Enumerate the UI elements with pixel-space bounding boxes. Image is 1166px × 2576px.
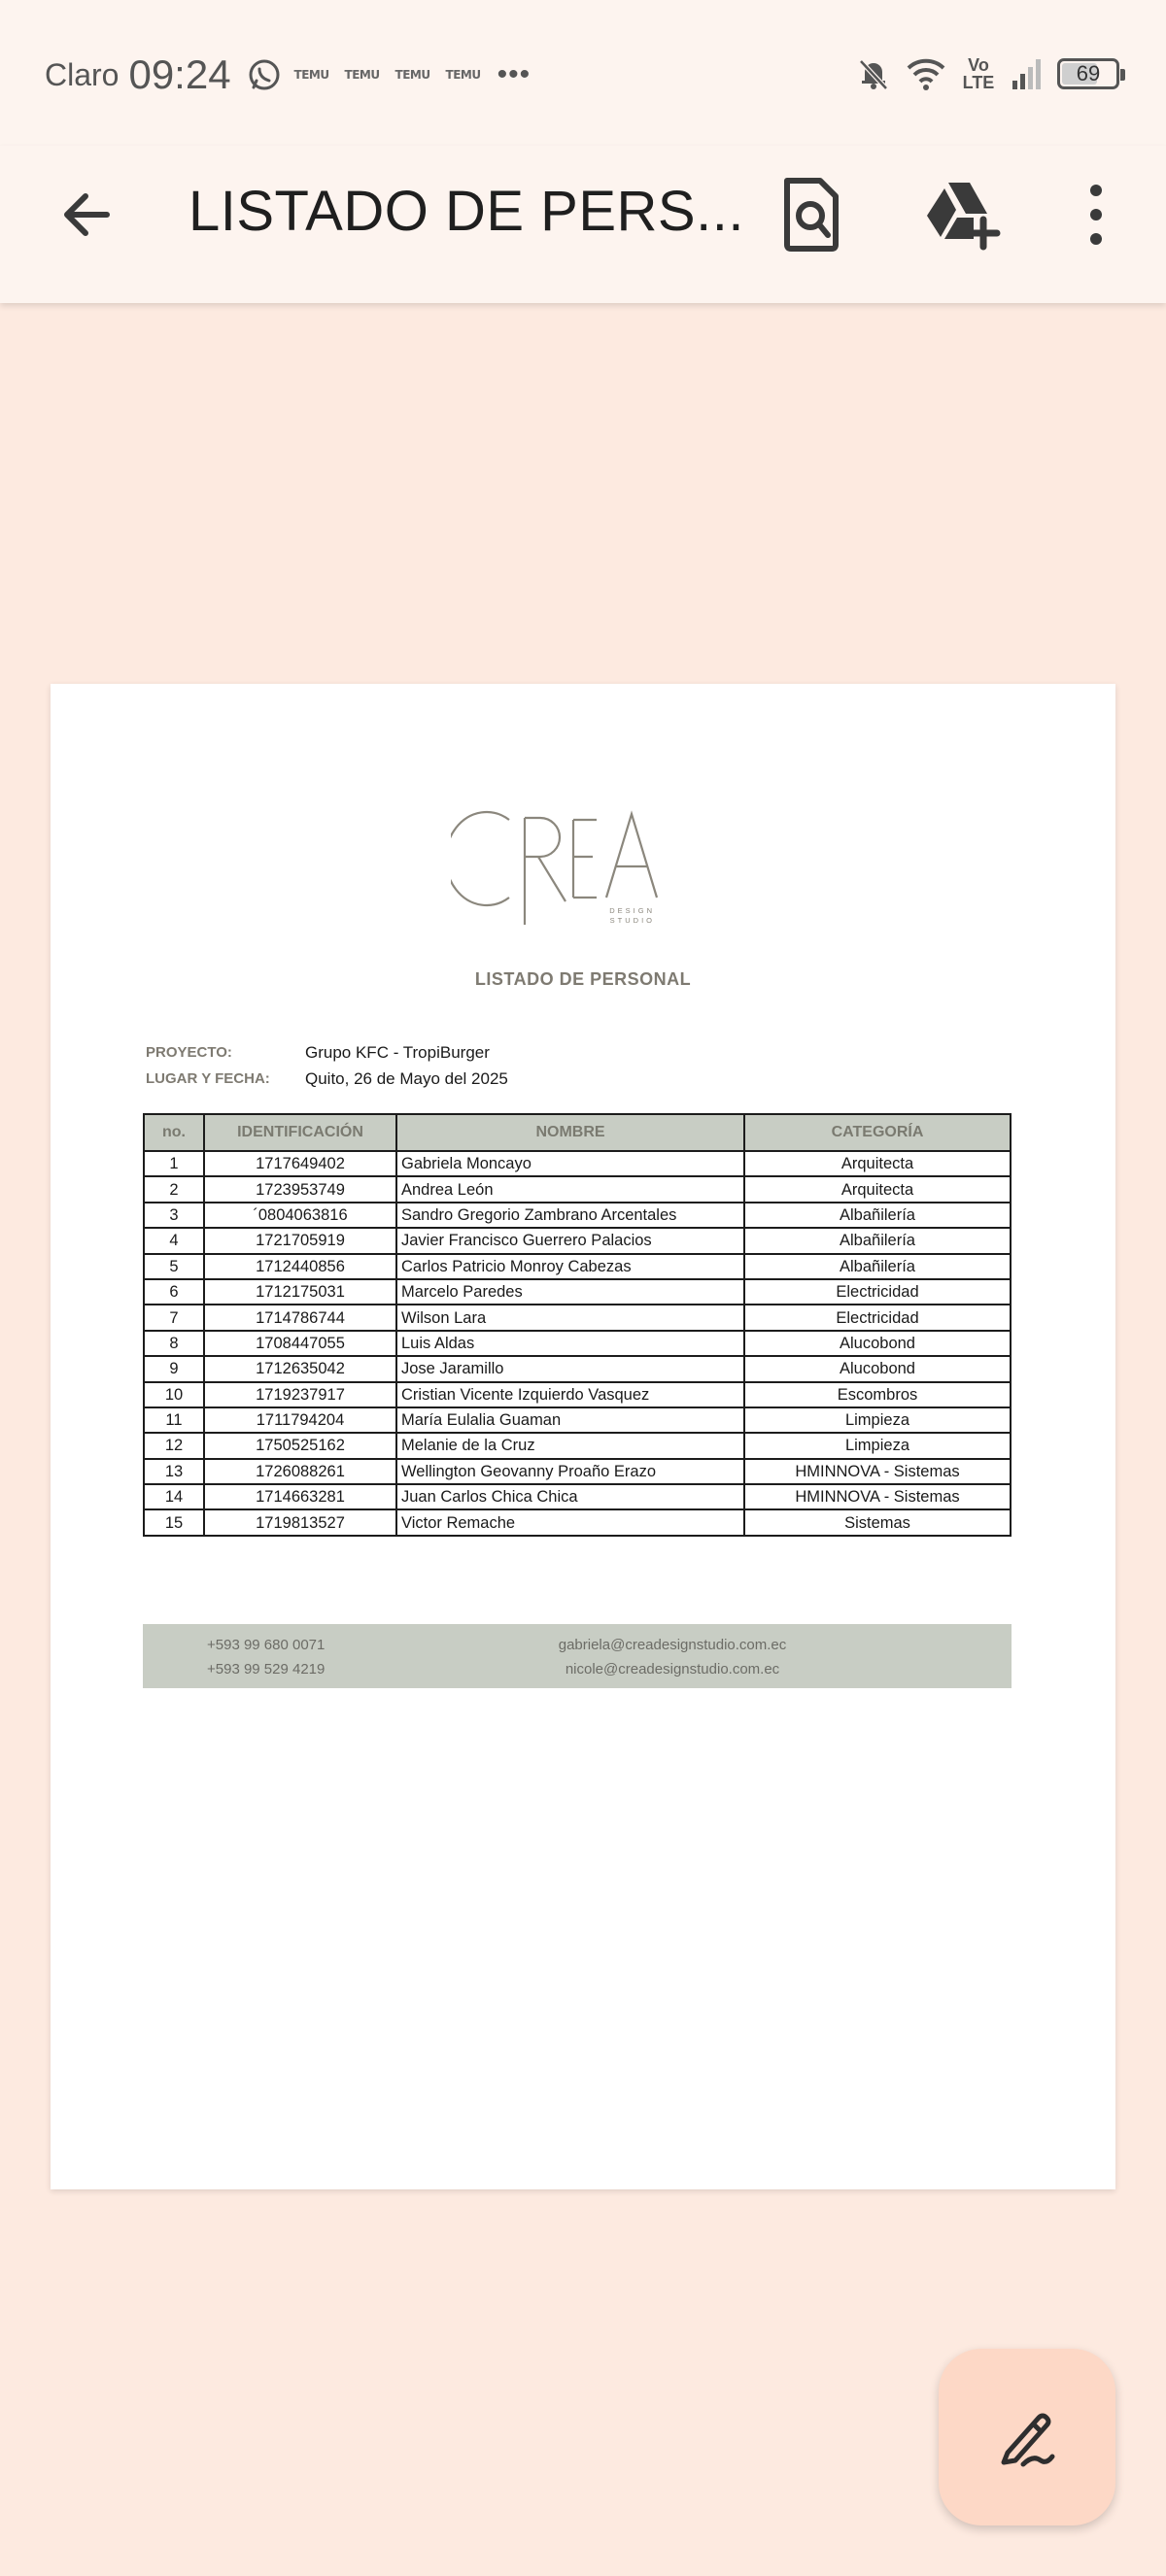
table-row (144, 1228, 1011, 1253)
cell-name: Marcelo Paredes (396, 1279, 744, 1305)
document-search-icon[interactable] (777, 175, 845, 253)
table-row (144, 1305, 1011, 1330)
whatsapp-icon (247, 57, 282, 92)
cell-name: Luis Aldas (396, 1331, 744, 1356)
cell-category: Escombros (744, 1382, 1011, 1407)
phone-number: +593 99 529 4219 (207, 1661, 326, 1678)
cell-identification: 1723953749 (204, 1176, 396, 1202)
wifi-icon (906, 56, 946, 91)
table-row (144, 1407, 1011, 1433)
table-row (144, 1433, 1011, 1458)
status-right (855, 54, 1119, 93)
battery-percent: 69 (1076, 61, 1101, 85)
phone-list (207, 1633, 325, 1681)
meta-project (146, 1039, 508, 1066)
battery-indicator (1057, 58, 1119, 89)
temu-notification-icon: TEMU (394, 67, 430, 82)
email-address: gabriela@creadesignstudio.com.ec (558, 1637, 787, 1653)
project-meta (146, 1039, 508, 1092)
table-row (144, 1509, 1011, 1535)
bell-off-icon (855, 55, 892, 92)
cell-no: 9 (144, 1356, 204, 1381)
table-row (144, 1356, 1011, 1381)
table-row (144, 1484, 1011, 1509)
cell-no: 1 (144, 1151, 204, 1176)
table-row (144, 1254, 1011, 1279)
cell-no: 8 (144, 1331, 204, 1356)
cell-no: 12 (144, 1433, 204, 1458)
cell-name: Cristian Vicente Izquierdo Vasquez (396, 1382, 744, 1407)
cell-name: Melanie de la Cruz (396, 1433, 744, 1458)
cell-category: Albañilería (744, 1228, 1011, 1253)
table-row (144, 1279, 1011, 1305)
cell-category: Alucobond (744, 1331, 1011, 1356)
email-address: nicole@creadesignstudio.com.ec (565, 1661, 780, 1678)
logo-subtext: DESIGN (609, 906, 655, 915)
cell-name: Javier Francisco Guerrero Palacios (396, 1228, 744, 1253)
more-notifications-icon: ••• (497, 58, 532, 90)
cell-no: 10 (144, 1382, 204, 1407)
cell-name: Sandro Gregorio Zambrano Arcentales (396, 1203, 744, 1228)
meta-key: LUGAR Y FECHA: (146, 1070, 270, 1087)
cell-name: Gabriela Moncayo (396, 1151, 744, 1176)
contact-footer (143, 1624, 1012, 1688)
cell-name: Andrea León (396, 1176, 744, 1202)
table-row (144, 1203, 1011, 1228)
cell-no: 15 (144, 1509, 204, 1535)
cell-category: Limpieza (744, 1433, 1011, 1458)
cell-identification: 1714786744 (204, 1305, 396, 1330)
volte-label: Vo LTE (962, 55, 995, 92)
header-category: CATEGORÍA (744, 1114, 1011, 1151)
cell-category: Arquitecta (744, 1151, 1011, 1176)
cell-category: HMINNOVA - Sistemas (744, 1484, 1011, 1509)
cell-name: Wellington Geovanny Proaño Erazo (396, 1459, 744, 1484)
cell-identification: 1750525162 (204, 1433, 396, 1458)
header-name: NOMBRE (396, 1114, 744, 1151)
document-title: LISTADO DE PERS... (189, 180, 744, 243)
cell-identification: 1712635042 (204, 1356, 396, 1381)
cell-name: María Eulalia Guaman (396, 1407, 744, 1433)
staff-table (143, 1113, 1012, 1537)
meta-key: PROYECTO: (146, 1044, 232, 1061)
svg-text:STUDIO: STUDIO (609, 916, 655, 925)
cell-identification: ´0804063816 (204, 1203, 396, 1228)
meta-place-date (146, 1066, 508, 1092)
cell-identification: 1711794204 (204, 1407, 396, 1433)
table-row (144, 1176, 1011, 1202)
carrier-label: Claro (45, 56, 120, 92)
clock: 09:24 (128, 51, 231, 97)
table-row (144, 1151, 1011, 1176)
cell-category: Electricidad (744, 1279, 1011, 1305)
table-row (144, 1459, 1011, 1484)
cell-no: 2 (144, 1176, 204, 1202)
temu-notification-icon: TEMU (344, 67, 380, 82)
cell-category: Arquitecta (744, 1176, 1011, 1202)
cell-identification: 1721705919 (204, 1228, 396, 1253)
meta-value: Quito, 26 de Mayo del 2025 (305, 1069, 508, 1088)
cell-identification: 1712175031 (204, 1279, 396, 1305)
header-no: no. (144, 1114, 204, 1151)
cell-no: 4 (144, 1228, 204, 1253)
table-row (144, 1382, 1011, 1407)
app-bar (0, 146, 1166, 303)
cell-category: Electricidad (744, 1305, 1011, 1330)
temu-notification-icon: TEMU (445, 67, 481, 82)
cell-no: 11 (144, 1407, 204, 1433)
cell-no: 6 (144, 1279, 204, 1305)
status-left (45, 51, 531, 99)
cell-category: Limpieza (744, 1407, 1011, 1433)
cell-identification: 1712440856 (204, 1254, 396, 1279)
cell-category: Sistemas (744, 1509, 1011, 1535)
cell-no: 3 (144, 1203, 204, 1228)
cell-no: 13 (144, 1459, 204, 1484)
cell-identification: 1719237917 (204, 1382, 396, 1407)
email-list (522, 1633, 823, 1681)
header-id: IDENTIFICACIÓN (204, 1114, 396, 1151)
cell-no: 14 (144, 1484, 204, 1509)
cell-identification: 1708447055 (204, 1331, 396, 1356)
cell-name: Wilson Lara (396, 1305, 744, 1330)
edit-pen-icon (994, 2404, 1060, 2470)
cell-name: Jose Jaramillo (396, 1356, 744, 1381)
cell-identification: 1717649402 (204, 1151, 396, 1176)
drive-add-icon[interactable] (923, 177, 1001, 251)
cell-identification: 1714663281 (204, 1484, 396, 1509)
table-row (144, 1331, 1011, 1356)
cell-identification: 1719813527 (204, 1509, 396, 1535)
status-bar (0, 0, 1166, 146)
signal-icon (1011, 57, 1044, 90)
edit-fab-button[interactable] (939, 2349, 1115, 2525)
cell-no: 5 (144, 1254, 204, 1279)
cell-category: Albañilería (744, 1203, 1011, 1228)
cell-identification: 1726088261 (204, 1459, 396, 1484)
cell-category: Albañilería (744, 1254, 1011, 1279)
table-header-row (144, 1114, 1011, 1151)
document-heading: LISTADO DE PERSONAL (474, 969, 692, 989)
crea-logo (451, 800, 703, 946)
more-vert-icon[interactable] (1069, 181, 1123, 249)
meta-value: Grupo KFC - TropiBurger (305, 1043, 490, 1062)
back-arrow-icon[interactable] (54, 181, 122, 249)
cell-no: 7 (144, 1305, 204, 1330)
cell-name: Carlos Patricio Monroy Cabezas (396, 1254, 744, 1279)
phone-number: +593 99 680 0071 (207, 1637, 326, 1653)
cell-category: HMINNOVA - Sistemas (744, 1459, 1011, 1484)
document-page[interactable] (51, 684, 1115, 2189)
cell-name: Juan Carlos Chica Chica (396, 1484, 744, 1509)
temu-notification-icon: TEMU (293, 67, 329, 82)
cell-name: Victor Remache (396, 1509, 744, 1535)
cell-category: Alucobond (744, 1356, 1011, 1381)
